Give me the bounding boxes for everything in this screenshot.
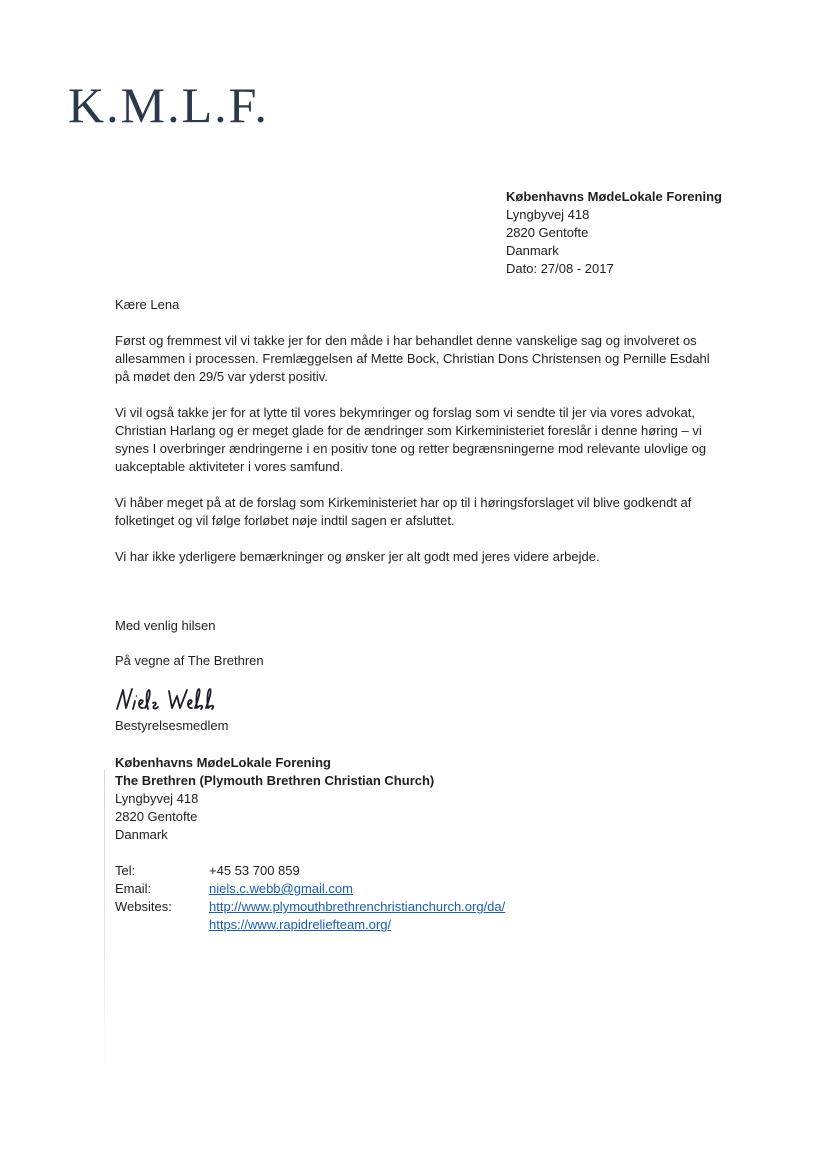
footer-street: Lyngbyvej 418	[115, 791, 199, 806]
footer-city: 2820 Gentofte	[115, 809, 198, 824]
tel-value: +45 53 700 859	[209, 863, 300, 878]
tel-label: Tel:	[115, 863, 136, 878]
footer-country: Danmark	[115, 827, 168, 842]
organization-logo: K.M.L.F.	[68, 77, 269, 133]
paragraph-2: Vi vil også takke jer for at lytte til vores bekymringer og forslag som vi sendte til jer via vores advokat, Christian Harlang og er meget glade for de ændringer som Kirkeministeriet foreslår i denne høring – vi synes I overbringer ændringerne i en positiv tone og retter begrænsningerne mod relevante ulovlige og uakceptable aktiviteter i vores samfund.	[115, 405, 707, 474]
website-link-2[interactable]: https://www.rapidreliefteam.org/	[209, 917, 392, 932]
letter-date: Dato: 27/08 - 2017	[506, 261, 614, 276]
scan-artifact-line	[104, 770, 105, 1070]
contact-row-tel	[115, 862, 505, 880]
handwritten-signature	[113, 684, 223, 714]
footer-org-subtitle: The Brethren (Plymouth Brethren Christian Church)	[115, 773, 435, 788]
sender-address-block	[506, 188, 722, 278]
paragraph-4: Vi har ikke yderligere bemærkninger og ønsker jer alt godt med jeres videre arbejde.	[115, 549, 600, 564]
sender-street: Lyngbyvej 418	[506, 207, 590, 222]
letter-body	[115, 296, 725, 584]
footer-address-block	[115, 754, 434, 844]
salutation: Kære Lena	[115, 297, 180, 312]
on-behalf-line: På vegne af The Brethren	[115, 653, 264, 668]
contact-row-website-2	[115, 916, 505, 934]
websites-label: Websites:	[115, 899, 172, 914]
email-link[interactable]: niels.c.webb@gmail.com	[209, 881, 353, 896]
contact-row-email	[115, 880, 505, 898]
email-label: Email:	[115, 881, 152, 896]
paragraph-1: Først og fremmest vil vi takke jer for den måde i har behandlet denne vanskelige sag og involveret os allesammen i processen. Fremlæggelsen af Mette Bock, Christian Dons Christensen og Pernille Esdahl på mødet den 29/5 var yderst positiv.	[115, 333, 710, 384]
sender-city: 2820 Gentofte	[506, 225, 589, 240]
footer-org-name: Københavns MødeLokale Forening	[115, 755, 331, 770]
signatory-role: Bestyrelsesmedlem	[115, 718, 229, 733]
website-link-1[interactable]: http://www.plymouthbrethrenchristianchurch.org/da/	[209, 899, 506, 914]
contact-row-websites	[115, 898, 505, 916]
closing-phrase: Med venlig hilsen	[115, 618, 216, 633]
contact-details	[115, 862, 505, 934]
sender-name: Københavns MødeLokale Forening	[506, 189, 722, 204]
websites-label-spacer	[115, 916, 209, 934]
sender-country: Danmark	[506, 243, 559, 258]
paragraph-3: Vi håber meget på at de forslag som Kirkeministeriet har op til i høringsforslaget vil blive godkendt af folketinget og vil følge forløbet nøje indtil sagen er afsluttet.	[115, 495, 692, 528]
